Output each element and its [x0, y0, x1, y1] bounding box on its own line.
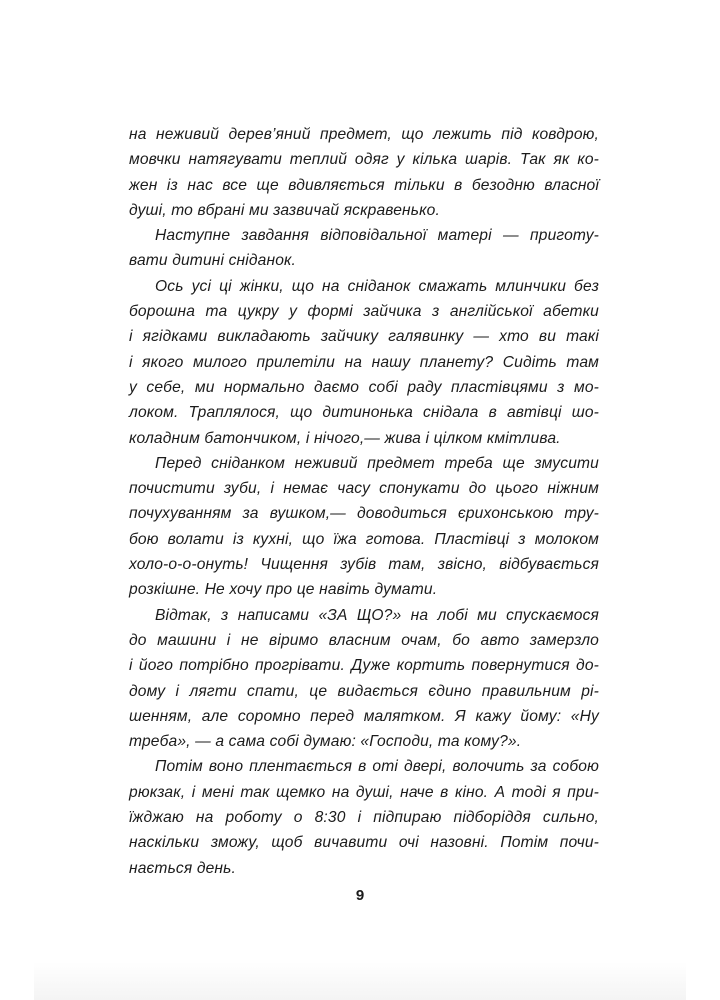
text-line: наскільки зможу, щоб вичавити очі назовні. Потім почи- [129, 834, 599, 852]
paragraph [129, 603, 599, 755]
body-text [129, 122, 599, 881]
text-line: у себе, ми нормально даємо собі раду пластівцями з мо- [129, 378, 599, 396]
text-line: рюкзак, і мені так щемко на душі, наче в кіно. А тоді я при- [129, 783, 599, 801]
text-line: шенням, але соромно перед малятком. Я кажу йому: «Ну [129, 707, 599, 725]
page-number: 9 [355, 887, 365, 904]
text-line: розкішне. Не хочу про це навіть думати. [129, 581, 438, 599]
text-line: вати дитині сніданок. [129, 252, 297, 270]
text-line: до машини і не віримо власним очам, бо авто замерзло [129, 631, 599, 649]
text-line: душі, то вбрані ми зазвичай яскравенько. [129, 201, 440, 219]
text-line: нається день. [129, 859, 236, 877]
text-line: борошна та цукру у формі зайчика з англійської абетки [129, 303, 599, 321]
text-line: дому і лягти спати, це видається єдино правильним рі- [129, 682, 599, 700]
paragraph [129, 223, 599, 274]
text-line: на неживий дерев’яний предмет, що лежить під ковдрою, [129, 126, 599, 143]
text-line: почистити зуби, і немає часу спонукати до цього ніжним [129, 480, 599, 498]
text-line: і ягідками викладають зайчику галявинку — хто ви такі [129, 328, 599, 346]
text-line: Потім воно плентається в оті двері, волочить за собою [155, 758, 599, 776]
text-line: мовчки натягувати теплий одяг у кілька шарів. Так як ко- [129, 151, 599, 169]
text-line: бою волати із кухні, що їжа готова. Пластівці з молоком [129, 530, 599, 548]
paragraph [129, 754, 599, 880]
text-line: Відтак, з написами «ЗА ЩО?» на лобі ми спускаємося [155, 606, 599, 624]
paragraph [129, 122, 599, 223]
text-line: Наступне завдання відповідальної матері — приготу- [155, 227, 599, 245]
paragraph [129, 451, 599, 603]
text-line: жен із нас все ще вдивляється тільки в безодню власної [129, 176, 599, 194]
text-line: Перед сніданком неживий предмет треба ще змусити [155, 454, 599, 472]
text-line: і якого милого прилетіли на нашу планету? Сидіть там [129, 353, 599, 371]
text-line: і його потрібно прогрівати. Дуже кортить повернутися до- [129, 657, 599, 675]
text-line: їжджаю на роботу о 8:30 і підпираю підборіддя сильно, [129, 809, 599, 827]
page-bottom-shadow [34, 962, 686, 1000]
text-line: холо-о-о-онуть! Чищення зубів там, звісно, відбувається [129, 556, 599, 574]
text-line: локом. Траплялося, що дитинонька снідала в автівці шо- [129, 404, 599, 422]
text-line: Ось усі ці жінки, що на сніданок смажать млинчики без [155, 277, 599, 295]
text-line: коладним батончиком, і нічого,— жива і цілком кмітлива. [129, 429, 561, 447]
text-line: треба», — а сама собі думаю: «Господи, та кому?». [129, 733, 522, 751]
text-line: почухуванням за вушком,— доводиться єрихонською тру- [129, 505, 599, 523]
paragraph [129, 274, 599, 451]
